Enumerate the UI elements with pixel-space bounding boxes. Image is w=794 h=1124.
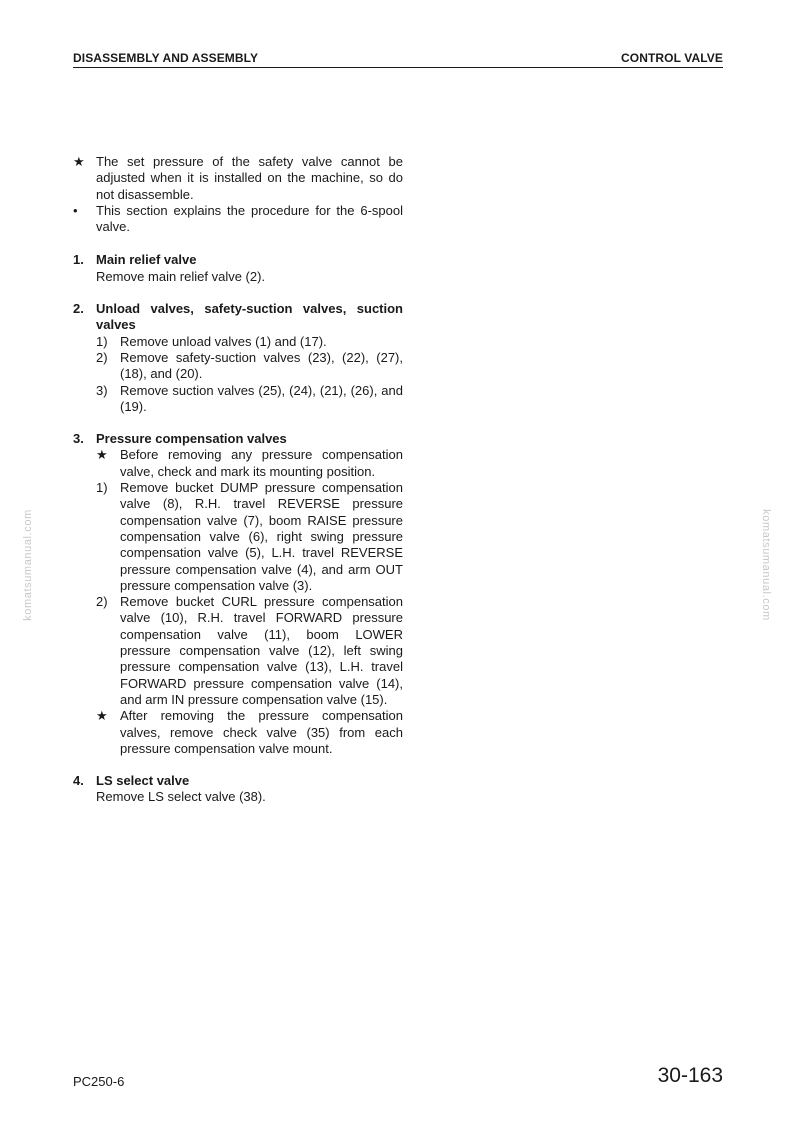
section-title: Pressure compensation valves — [96, 431, 287, 447]
section-title: Unload valves, safety-suction valves, suction valves — [96, 301, 403, 333]
caution-text: After removing the pressure compensation valves, remove check valve (35) from each pressure compensation valve mount. — [120, 708, 403, 756]
section-text: Remove LS select valve (38). — [96, 789, 266, 805]
section-number: 1. — [73, 252, 84, 268]
step-number: 2) — [96, 594, 108, 610]
star-icon: ★ — [73, 154, 85, 169]
section-ls-select-valve — [73, 773, 403, 806]
section-heading — [73, 773, 403, 789]
procedure-step — [96, 594, 403, 708]
step-text: Remove suction valves (25), (24), (21), (26), and (19). — [120, 382, 403, 414]
section-pressure-compensation-valves — [73, 431, 403, 757]
header-component-title: CONTROL VALVE — [621, 51, 723, 65]
procedure-step — [96, 383, 403, 416]
section-number: 4. — [73, 773, 84, 789]
footer-model: PC250-6 — [73, 1074, 125, 1089]
footer-page-number: 30-163 — [657, 1064, 723, 1087]
watermark-left: komatsumanual.com — [22, 509, 34, 621]
section-number: 3. — [73, 431, 84, 447]
caution-text: Before removing any pressure compensation valve, check and mark its mounting position. — [120, 447, 403, 479]
section-main-relief-valve — [73, 252, 403, 285]
intro-note-text: This section explains the procedure for the 6-spool valve. — [96, 202, 403, 235]
section-heading — [73, 301, 403, 334]
page-header — [73, 51, 723, 68]
procedure-step — [96, 334, 403, 350]
intro-note — [73, 203, 403, 236]
step-text: Remove bucket CURL pressure compensation valve (10), R.H. travel FORWARD pressure compensation valve (11), boom LOWER pressure compensation valve (12), left swing pressure compensation valve (13), L.H. travel FORWARD pressure compensation valve (14), and arm IN pressure compensation valve (15). — [120, 594, 403, 707]
header-section-title: DISASSEMBLY AND ASSEMBLY — [73, 51, 259, 65]
step-text: Remove bucket DUMP pressure compensation valve (8), R.H. travel REVERSE pressure compensation valve (7), boom RAISE pressure compensation valve (6), right swing pressure compensation valve (5), L.H. travel REVERSE pressure compensation valve (4), and arm OUT pressure compensation valve (3). — [120, 480, 403, 593]
star-icon: ★ — [96, 708, 108, 724]
intro-note — [73, 154, 403, 203]
section-heading — [73, 252, 403, 268]
section-unload-safety-suction-valves — [73, 301, 403, 415]
procedure-step — [96, 350, 403, 383]
star-icon: ★ — [96, 447, 108, 463]
section-title: LS select valve — [96, 773, 190, 789]
bullet-icon: • — [73, 202, 78, 218]
caution-note — [96, 708, 403, 757]
step-number: 1) — [96, 480, 108, 496]
step-number: 2) — [96, 349, 108, 365]
step-text: Remove safety-suction valves (23), (22), (27), (18), and (20). — [120, 349, 403, 382]
section-number: 2. — [73, 301, 84, 317]
step-text: Remove unload valves (1) and (17). — [120, 333, 327, 349]
watermark-right: komatsumanual.com — [760, 509, 772, 621]
step-number: 3) — [96, 382, 108, 398]
procedure-content — [73, 154, 403, 806]
caution-note — [96, 447, 403, 480]
section-text: Remove main relief valve (2). — [96, 268, 266, 284]
section-steps — [73, 447, 403, 757]
section-heading — [73, 431, 403, 447]
step-number: 1) — [96, 333, 108, 349]
section-title: Main relief valve — [96, 252, 197, 268]
procedure-step — [96, 480, 403, 594]
section-steps — [73, 334, 403, 415]
intro-note-text: The set pressure of the safety valve cannot be adjusted when it is installed on the machine, so do not disassemble. — [96, 154, 403, 202]
